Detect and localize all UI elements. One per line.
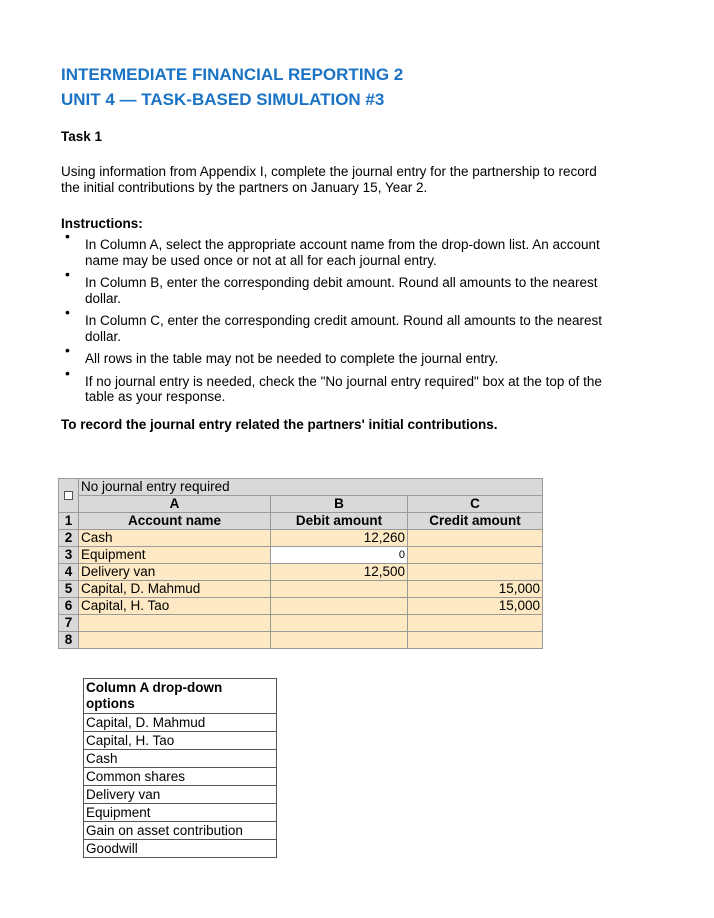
- instruction-item: [61, 228, 605, 268]
- table-row: [59, 547, 543, 564]
- bullet-icon: •: [65, 364, 70, 381]
- credit-input[interactable]: [408, 632, 543, 649]
- dropdown-option: Goodwill: [84, 840, 277, 858]
- header-row: [59, 513, 543, 530]
- table-row: [59, 615, 543, 632]
- journal-entry-table: [58, 478, 543, 649]
- table-row: [59, 581, 543, 598]
- column-letter-c: C: [408, 496, 543, 513]
- debit-input[interactable]: [271, 598, 408, 615]
- table-row: [59, 598, 543, 615]
- table-row: [59, 564, 543, 581]
- row-number: 3: [59, 547, 79, 564]
- bullet-icon: •: [65, 266, 70, 282]
- task-intro: Using information from Appendix I, complete the journal entry for the partnership to record the initial contributions by the partners on January 15, Year 2.: [61, 164, 597, 195]
- no-entry-checkbox[interactable]: [64, 491, 73, 500]
- account-select[interactable]: Capital, H. Tao: [79, 598, 271, 615]
- row-number: 5: [59, 581, 79, 598]
- instruction-text: In Column A, select the appropriate account name from the drop-down list. An account name may be used once or not at all for each journal entry.: [85, 237, 600, 268]
- no-entry-row: [59, 479, 543, 496]
- dropdown-option: Common shares: [84, 768, 277, 786]
- debit-input[interactable]: 0: [271, 547, 408, 564]
- row-number: 7: [59, 615, 79, 632]
- document-page: [61, 62, 661, 432]
- journal-caption: To record the journal entry related the partners' initial contributions.: [61, 416, 498, 432]
- account-select[interactable]: [79, 632, 271, 649]
- dropdown-option: Gain on asset contribution: [84, 822, 277, 840]
- debit-input[interactable]: 12,500: [271, 564, 408, 581]
- header-account-name: Account name: [79, 513, 271, 530]
- dropdown-option: Cash: [84, 750, 277, 768]
- table-row: [59, 632, 543, 649]
- account-select[interactable]: Capital, D. Mahmud: [79, 581, 271, 598]
- instruction-item: [61, 304, 605, 344]
- bullet-icon: •: [65, 228, 70, 244]
- debit-input[interactable]: [271, 615, 408, 632]
- row-number: 8: [59, 632, 79, 649]
- column-letter-b: B: [271, 496, 408, 513]
- instruction-text: All rows in the table may not be needed to complete the journal entry.: [85, 351, 499, 366]
- credit-input[interactable]: [408, 547, 543, 564]
- debit-input[interactable]: 12,260: [271, 530, 408, 547]
- account-select[interactable]: Cash: [79, 530, 271, 547]
- no-entry-label: No journal entry required: [79, 479, 543, 496]
- no-entry-checkbox-cell[interactable]: [59, 479, 79, 513]
- dropdown-options-table: [83, 678, 277, 858]
- dropdown-option: Capital, D. Mahmud: [84, 714, 277, 732]
- instruction-text: If no journal entry is needed, check the "No journal entry required" box at the top of the table as your response.: [85, 373, 602, 404]
- credit-input[interactable]: [408, 564, 543, 581]
- row-number: 2: [59, 530, 79, 547]
- row-number: 4: [59, 564, 79, 581]
- table-row: [59, 530, 543, 547]
- instruction-item: [61, 364, 605, 405]
- dropdown-option: Capital, H. Tao: [84, 732, 277, 750]
- simulation-title: UNIT 4 — TASK-BASED SIMULATION #3: [61, 90, 385, 109]
- column-letter-a: A: [79, 496, 271, 513]
- credit-input[interactable]: [408, 530, 543, 547]
- account-select[interactable]: Equipment: [79, 547, 271, 564]
- debit-input[interactable]: [271, 632, 408, 649]
- header-debit-amount: Debit amount: [271, 513, 408, 530]
- row-number: 1: [59, 513, 79, 530]
- instruction-text: In Column C, enter the corresponding credit amount. Round all amounts to the nearest dollar.: [85, 313, 603, 344]
- instruction-item: [61, 342, 605, 367]
- header-credit-amount: Credit amount: [408, 513, 543, 530]
- bullet-icon: •: [65, 304, 70, 320]
- debit-input[interactable]: [271, 581, 408, 598]
- bullet-icon: •: [65, 342, 70, 358]
- course-title: INTERMEDIATE FINANCIAL REPORTING 2: [61, 65, 404, 84]
- instruction-text: In Column B, enter the corresponding debit amount. Round all amounts to the nearest dollar.: [85, 275, 598, 306]
- credit-input[interactable]: 15,000: [408, 598, 543, 615]
- instructions-heading: Instructions:: [61, 216, 143, 231]
- column-letter-row: [59, 496, 543, 513]
- instruction-item: [61, 266, 605, 306]
- credit-input[interactable]: [408, 615, 543, 632]
- credit-input[interactable]: 15,000: [408, 581, 543, 598]
- dropdown-option: Equipment: [84, 804, 277, 822]
- row-number: 6: [59, 598, 79, 615]
- dropdown-options-heading: Column A drop-down options: [84, 679, 277, 714]
- account-select[interactable]: Delivery van: [79, 564, 271, 581]
- dropdown-option: Delivery van: [84, 786, 277, 804]
- instructions-list: [61, 228, 661, 405]
- task-label: Task 1: [61, 129, 103, 144]
- account-select[interactable]: [79, 615, 271, 632]
